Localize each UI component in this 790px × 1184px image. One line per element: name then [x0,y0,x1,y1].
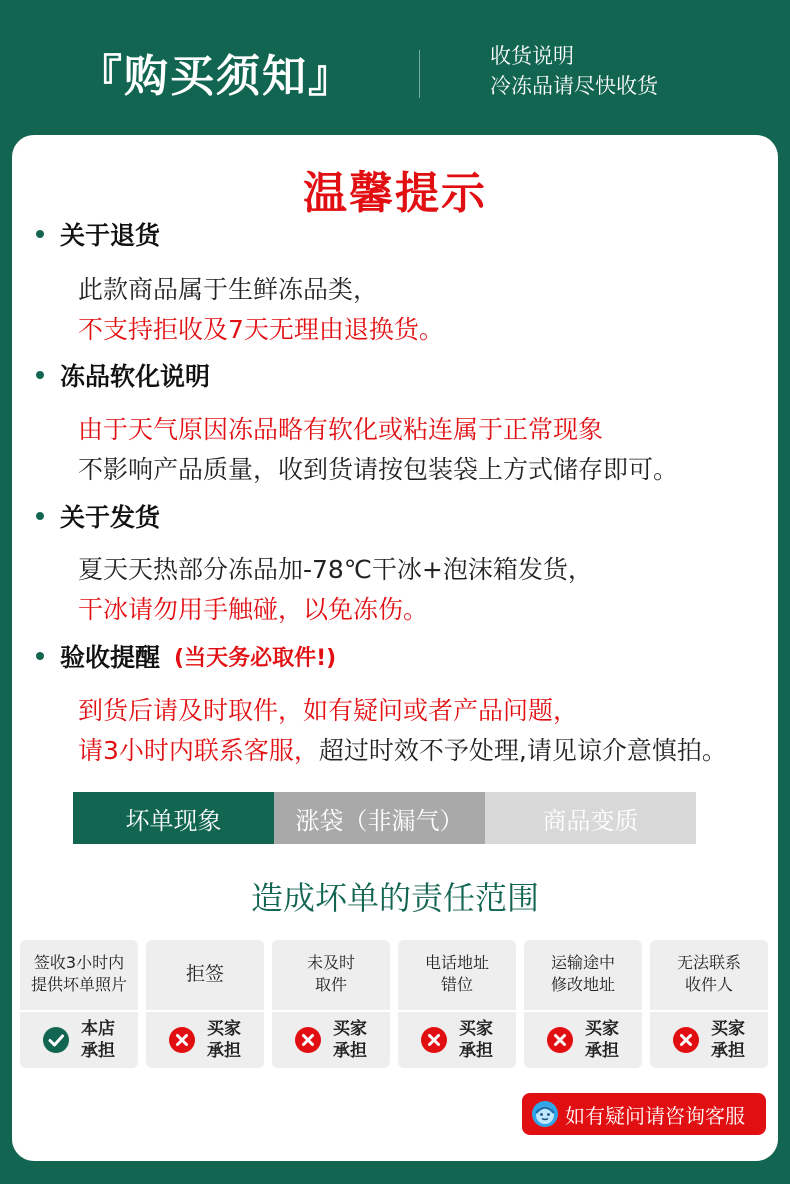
condition-line-1: 未及时 [306,953,355,972]
inspection-line-2-black: 超过时效不予处理,请见谅介意慎拍。 [318,736,727,765]
cross-icon [295,1027,321,1053]
condition-line-1: 无法联系 [676,953,741,972]
returns-line-2: 不支持拒收及7天无理由退换货。 [78,315,444,344]
item-responsible [20,1012,138,1068]
responsibility-grid [20,940,770,1068]
bullet-dot [36,652,44,660]
returns-line-1: 此款商品属于生鲜冻品类， [78,275,379,304]
cross-icon [673,1027,699,1053]
damage-type-tabs [73,792,696,844]
contact-label: 如有疑问请咨询客服 [565,1103,745,1128]
responsibility-item-wrong-address [398,940,516,1068]
tab-swollen-bag[interactable]: 涨袋（非漏气） [274,792,485,844]
section-heading-shipping [36,500,160,532]
header-subtitle-2: 冷冻品请尽快收货 [490,74,658,98]
responsibility-item-photo [20,940,138,1068]
notice-card [12,135,778,1161]
responsible-party: 买家 [459,1019,493,1039]
softening-line-1: 由于天气原因冻品略有软化或粘连属于正常现象 [78,415,604,444]
responsibility-title: 造成坏单的责任范围 [250,879,539,917]
condition-line-2: 错位 [440,975,473,994]
cross-icon [169,1027,195,1053]
item-condition [524,940,642,1008]
condition-line-2: 提供坏单照片 [30,975,127,994]
responsible-party: 本店 [81,1019,115,1039]
cross-icon [547,1027,573,1053]
responsibility-item-late-pickup [272,940,390,1068]
item-condition [398,940,516,1008]
shipping-line-2: 干冰请勿用手触碰，以免冻伤。 [78,595,429,624]
responsible-party: 买家 [711,1019,745,1039]
section-heading-text: 冻品软化说明 [60,362,211,391]
item-condition [146,940,264,1008]
item-condition [272,940,390,1008]
tab-bad-order[interactable]: 坏单现象 [73,792,274,844]
section-heading-warning: (当天务必取件!) [174,645,337,671]
inspection-line-2 [78,731,727,767]
item-responsible [272,1012,390,1068]
condition-line-1: 签收3小时内 [33,953,125,972]
responsible-party: 买家 [207,1019,241,1039]
header-subtitle-1: 收货说明 [490,44,574,68]
bullet-dot [36,371,44,379]
condition-line-2: 修改地址 [550,975,615,994]
contact-customer-service-button[interactable] [522,1093,766,1135]
responsible-verb: 承担 [207,1041,241,1061]
item-condition [650,940,768,1008]
responsible-verb: 承担 [585,1041,619,1061]
responsibility-item-address-change [524,940,642,1068]
condition-line-1: 拒签 [185,963,224,985]
section-heading-inspection [36,640,336,672]
responsible-party: 买家 [333,1019,367,1039]
section-heading-text: 关于发货 [60,503,161,532]
condition-line-1: 电话地址 [424,953,489,972]
section-heading-text: 关于退货 [60,221,161,250]
page-title: 『购买须知』 [78,51,354,102]
page-header [0,0,790,135]
responsibility-item-reject [146,940,264,1068]
item-responsible [650,1012,768,1068]
item-responsible [398,1012,516,1068]
item-responsible [146,1012,264,1068]
check-icon [43,1027,69,1053]
header-divider [419,50,420,98]
responsible-party: 买家 [585,1019,619,1039]
responsibility-item-unreachable [650,940,768,1068]
customer-service-icon [530,1099,560,1129]
responsible-verb: 承担 [459,1041,493,1061]
condition-line-2: 取件 [314,975,347,994]
section-heading-returns [36,218,160,250]
cross-icon [421,1027,447,1053]
softening-line-2: 不影响产品质量，收到货请按包装袋上方式储存即可。 [78,455,679,484]
item-responsible [524,1012,642,1068]
inspection-line-1: 到货后请及时取件，如有疑问或者产品问题， [78,696,579,725]
tab-spoiled[interactable]: 商品变质 [485,792,696,844]
section-heading-text: 验收提醒 [60,643,161,672]
inspection-line-2-red: 请3小时内联系客服， [78,736,319,765]
responsible-verb: 承担 [333,1041,367,1061]
responsible-verb: 承担 [711,1041,745,1061]
shipping-line-1: 夏天天热部分冻品加-78℃干冰+泡沫箱发货， [78,555,593,584]
card-title: 温馨提示 [303,168,487,219]
bullet-dot [36,512,44,520]
responsible-verb: 承担 [81,1041,115,1061]
section-heading-softening [36,359,210,391]
item-condition [20,940,138,1008]
condition-line-1: 运输途中 [550,953,615,972]
bullet-dot [36,230,44,238]
condition-line-2: 收件人 [684,975,733,994]
